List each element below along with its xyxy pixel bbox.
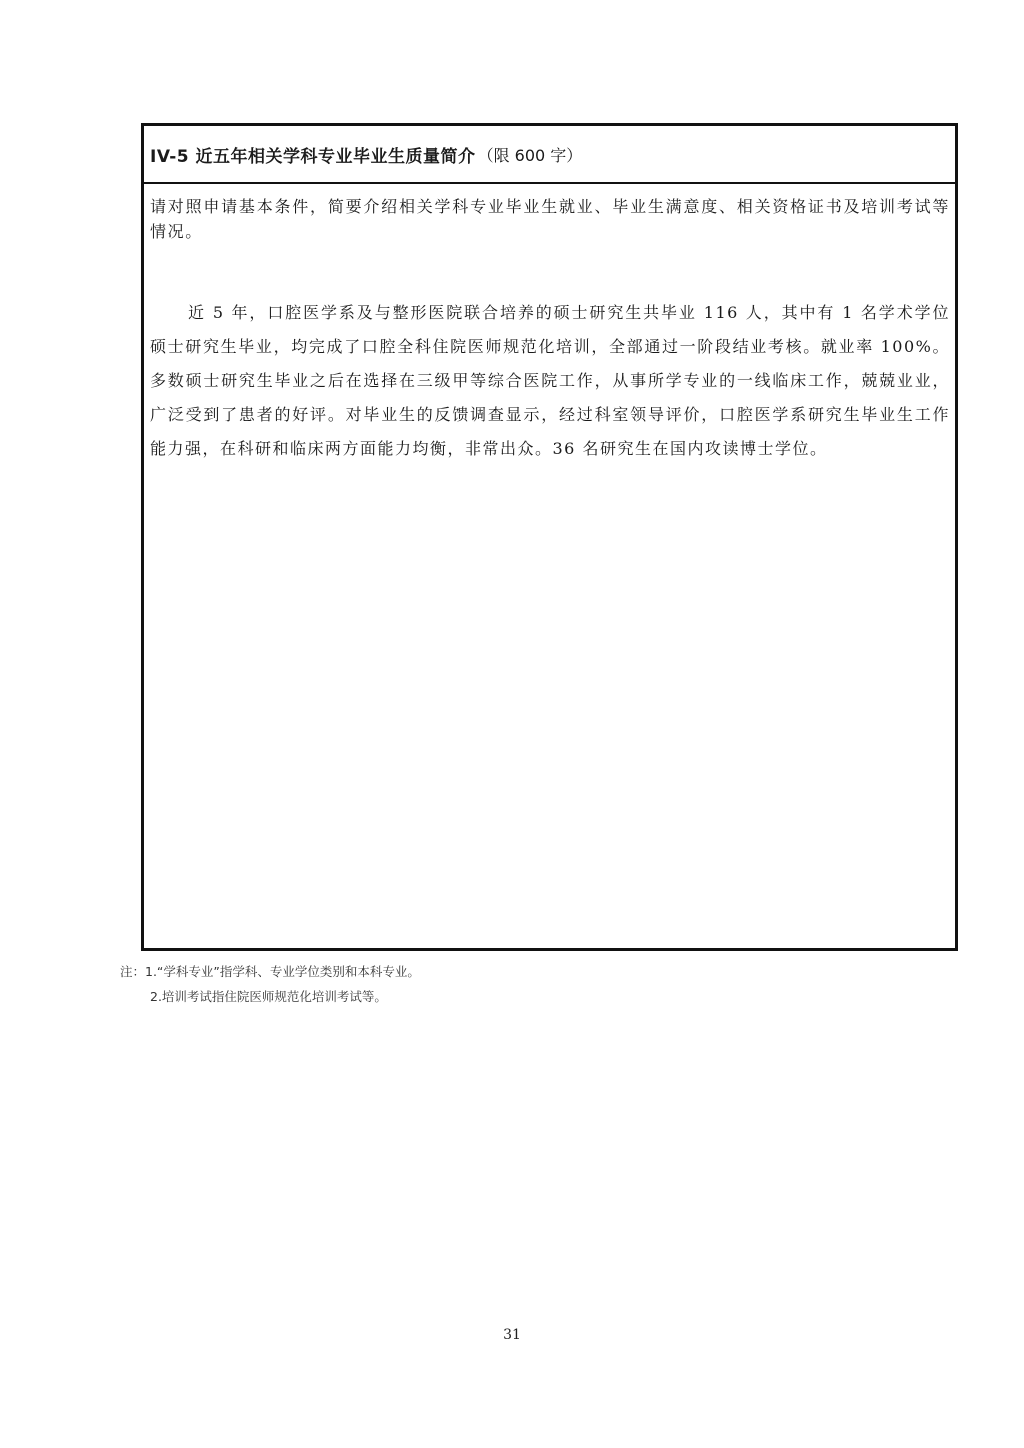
section-title: IV-5 近五年相关学科专业毕业生质量简介	[150, 146, 476, 167]
page-number: 31	[503, 1327, 521, 1343]
instruction-text: 请对照申请基本条件，简要介绍相关学科专业毕业生就业、毕业生满意度、相关资格证书及培训考试等情况。	[150, 197, 950, 241]
body-paragraph: 近 5 年，口腔医学系及与整形医院联合培养的硕士研究生共毕业 116 人，其中有 1 名学术学位硕士研究生毕业，均完成了口腔全科住院医师规范化培训，全部通过一阶段结业考核。就业率 100%。多数硕士研究生毕业之后在选择在三级甲等综合医院工作，从事所学专业的一线临床工作，兢兢业业，广泛受到了患者的好评。对毕业生的反馈调查显示，经过科室领导评价，口腔医学系研究生毕业生工作能力强，在科研和临床两方面能力均衡，非常出众。36 名研究生在国内攻读博士学位。	[150, 303, 950, 458]
section-header	[144, 126, 955, 184]
footnotes	[120, 959, 420, 1009]
footnote-2: 2.培训考试指住院医师规范化培训考试等。	[150, 989, 387, 1004]
form-table	[141, 123, 958, 951]
footnote-1: 注：1.“学科专业”指学科、专业学位类别和本科专业。	[120, 964, 420, 979]
word-limit: （限 600 字）	[477, 145, 583, 165]
